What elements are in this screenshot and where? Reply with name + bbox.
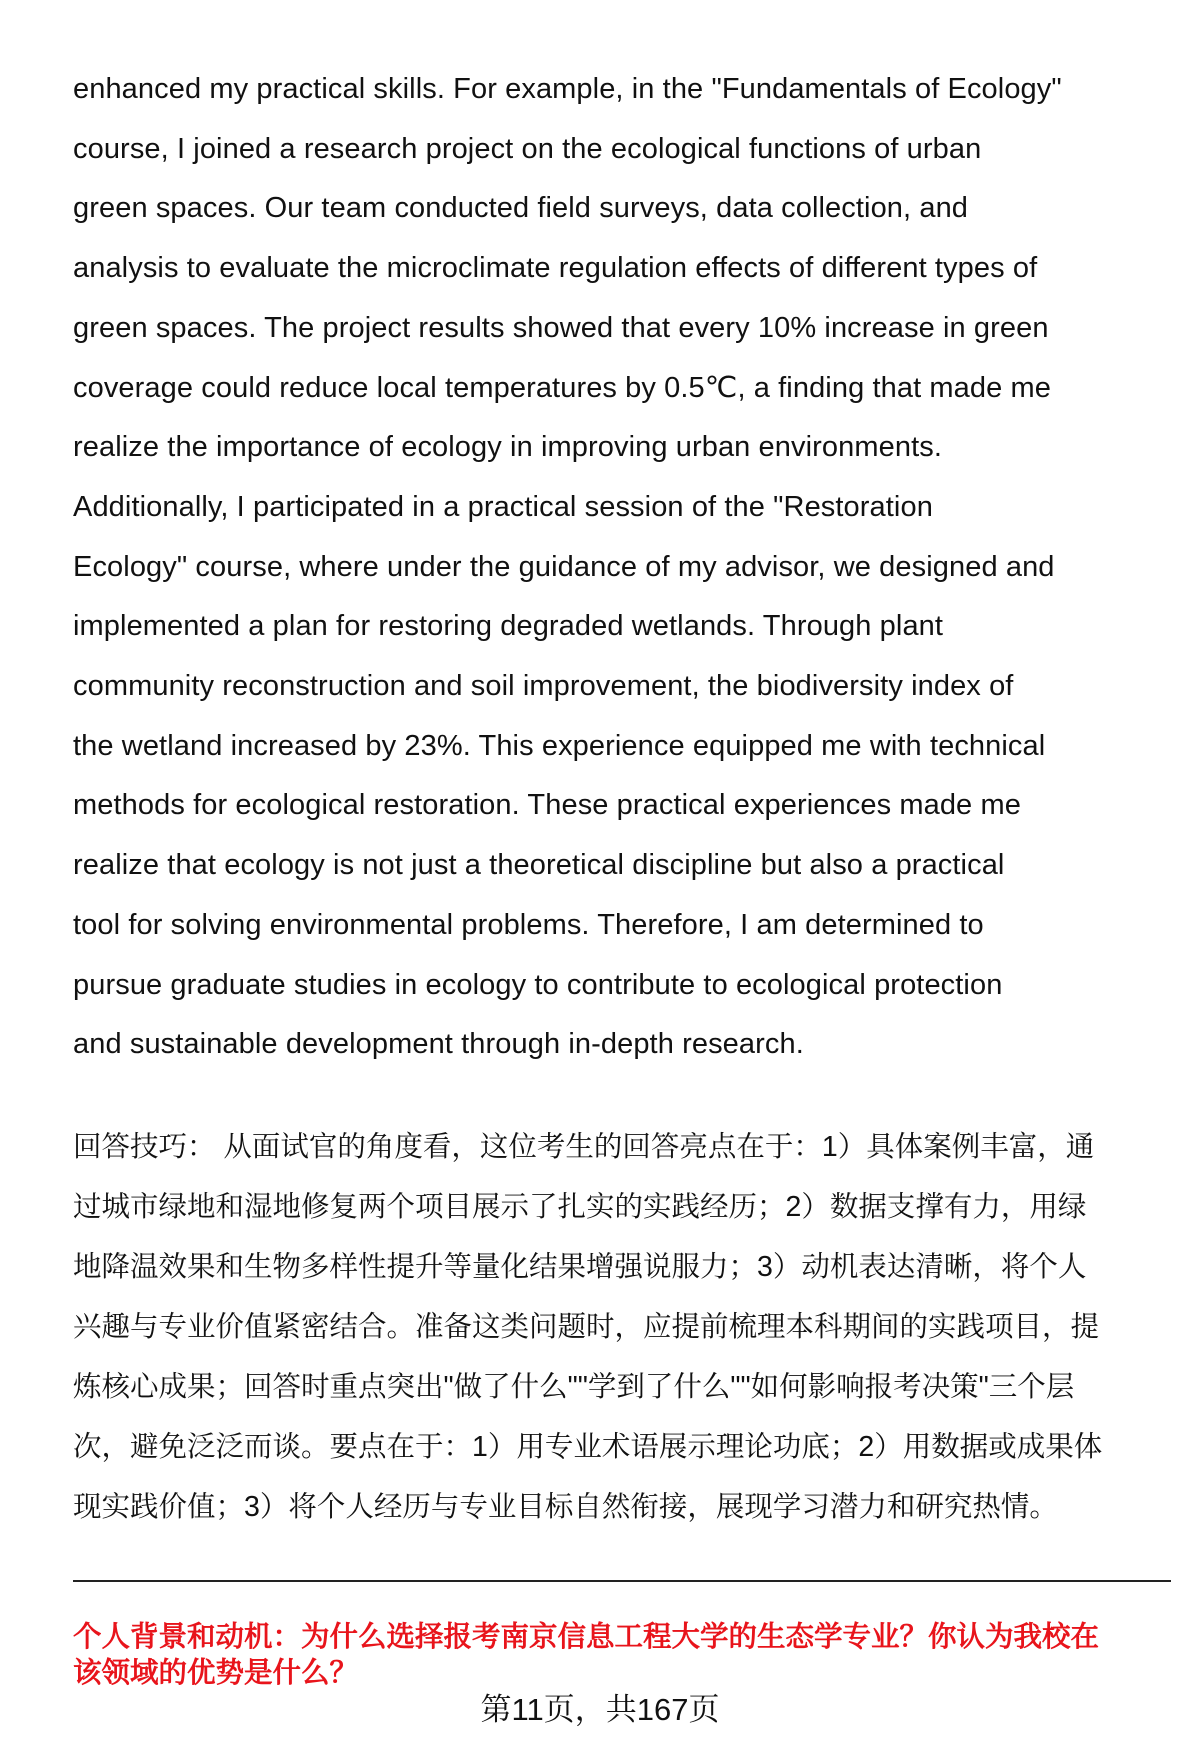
- page-number: 第11页，共167页: [480, 1692, 720, 1727]
- text-line: 回答技巧： 从面试官的角度看，这位考生的回答亮点在于：1）具体案例丰富，通: [73, 1131, 1095, 1163]
- text-line: 过城市绿地和湿地修复两个项目展示了扎实的实践经历；2）数据支撑有力，用绿: [73, 1191, 1087, 1223]
- text-line: 现实践价值；3）将个人经历与专业目标自然衔接，展现学习潜力和研究热情。: [73, 1491, 1058, 1523]
- text-line: Additionally, I participated in a practical session of the "Restoration: [73, 490, 933, 523]
- text-line: green spaces. The project results showed that every 10% increase in green: [73, 311, 1049, 344]
- text-line: implemented a plan for restoring degraded wetlands. Through plant: [73, 610, 944, 643]
- text-line: 炼核心成果；回答时重点突出"做了什么""学到了什么""如何影响报考决策"三个层: [73, 1371, 1075, 1403]
- text-line: Ecology" course, where under the guidance of my advisor, we designed and: [73, 550, 1055, 583]
- text-line: 个人背景和动机：为什么选择报考南京信息工程大学的生态学专业？你认为我校在: [73, 1621, 1100, 1653]
- text-line: enhanced my practical skills. For example, in the "Fundamentals of Ecology": [73, 73, 1062, 105]
- text-line: 该领域的优势是什么？: [73, 1657, 359, 1689]
- text-line: realize the importance of ecology in improving urban environments.: [73, 431, 942, 464]
- section-divider: [73, 1580, 1171, 1582]
- text-line: realize that ecology is not just a theoretical discipline but also a practical: [73, 849, 1005, 882]
- text-line: community reconstruction and soil improvement, the biodiversity index of: [73, 670, 1014, 702]
- text-line: course, I joined a research project on the ecological functions of urban: [73, 132, 982, 165]
- text-line: methods for ecological restoration. These practical experiences made me: [73, 789, 1021, 822]
- text-line: green spaces. Our team conducted field surveys, data collection, and: [73, 192, 969, 225]
- text-line: coverage could reduce local temperatures by 0.5℃, a finding that made me: [73, 371, 1051, 404]
- text-line: 兴趣与专业价值紧密结合。准备这类问题时，应提前梳理本科期间的实践项目，提: [73, 1311, 1100, 1343]
- text-line: tool for solving environmental problems. Therefore, I am determined to: [73, 908, 984, 941]
- text-line: the wetland increased by 23%. This experience equipped me with technical: [73, 729, 1046, 762]
- text-line: 次，避免泛泛而谈。要点在于：1）用专业术语展示理论功底；2）用数据或成果体: [73, 1431, 1103, 1463]
- text-line: and sustainable development through in-depth research.: [73, 1028, 804, 1061]
- text-line: 地降温效果和生物多样性提升等量化结果增强说服力；3）动机表达清晰，将个人: [73, 1251, 1087, 1283]
- text-line: pursue graduate studies in ecology to contribute to ecological protection: [73, 968, 1003, 1001]
- text-line: analysis to evaluate the microclimate regulation effects of different types of: [73, 252, 1038, 285]
